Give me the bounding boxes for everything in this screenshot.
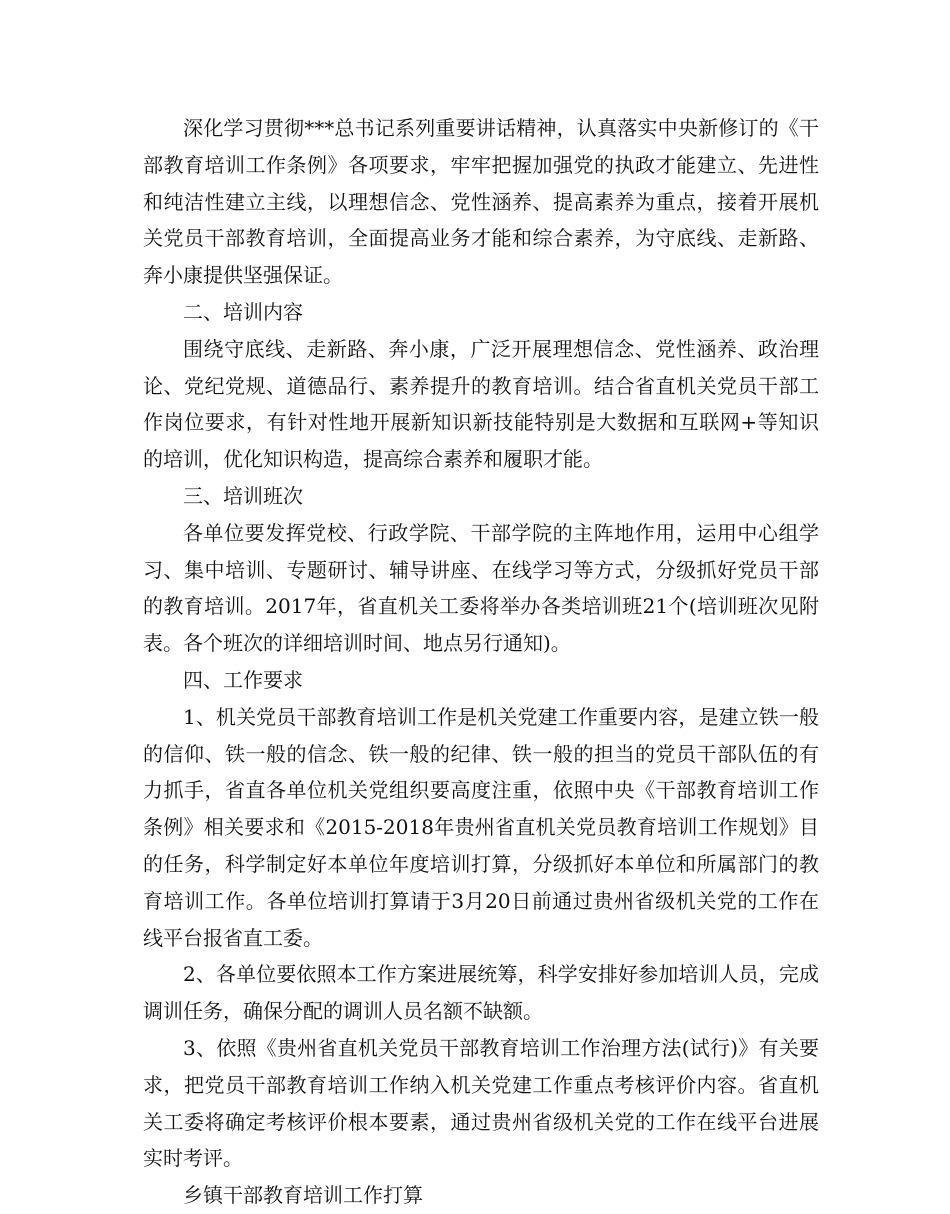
- paragraph-requirement-1: 1、机关党员干部教育培训工作是机关党建工作重要内容，是建立铁一般的信仰、铁一般的信念、铁一般的纪律、铁一般的担当的党员干部队伍的有力抓手，省直各单位机关党组织要高度注重，依照中央《干部教育培训工作条例》相关要求和《2015-2018年贵州省直机关党员教育培训工作规划》目的任务，科学制定好本单位年度培训打算，分级抓好本单位和所属部门的教育培训工作。各单位培训打算请于3月20日前通过贵州省级机关党的工作在线平台报省直工委。: [143, 704, 819, 950]
- paragraph-requirement-2: 2、各单位要依照本工作方案进展统筹，科学安排好参加培训人员，完成调训任务，确保分配的调训人员名额不缺额。: [143, 962, 819, 1024]
- next-document-title: 乡镇干部教育培训工作打算: [183, 1183, 423, 1208]
- paragraph-requirement-3: 3、依照《贵州省直机关党员干部教育培训工作治理方法(试行)》有关要求，把党员干部教育培训工作纳入机关党建工作重点考核评价内容。省直机关工委将确定考核评价根本要素，通过贵州省级机关党的工作在线平台进展实时考评。: [143, 1035, 819, 1171]
- section-heading-training-content: 二、培训内容: [183, 299, 303, 324]
- paragraph-training-content: 围绕守底线、走新路、奔小康，广泛开展理想信念、党性涵养、政治理论、党纪党规、道德品行、素养提升的教育培训。结合省直机关党员干部工作岗位要求，有针对性地开展新知识新技能特别是大数据和互联网+等知识的培训，优化知识构造，提高综合素养和履职才能。: [143, 336, 819, 472]
- section-heading-work-requirements: 四、工作要求: [183, 667, 303, 692]
- paragraph-training-classes: 各单位要发挥党校、行政学院、干部学院的主阵地作用，运用中心组学习、集中培训、专题研讨、辅导讲座、在线学习等方式，分级抓好党员干部的教育培训。2017年，省直机关工委将举办各类培训班21个(培训班次见附表。各个班次的详细培训时间、地点另行通知)。: [143, 520, 819, 656]
- document-body: [143, 110, 819, 1214]
- paragraph-intro: 深化学习贯彻***总书记系列重要讲话精神，认真落实中央新修订的《干部教育培训工作条例》各项要求，牢牢把握加强党的执政才能建立、先进性和纯洁性建立主线，以理想信念、党性涵养、提高素养为重点，接着开展机关党员干部教育培训，全面提高业务才能和综合素养，为守底线、走新路、奔小康提供坚强保证。: [143, 116, 819, 288]
- section-heading-training-classes: 三、培训班次: [183, 483, 303, 508]
